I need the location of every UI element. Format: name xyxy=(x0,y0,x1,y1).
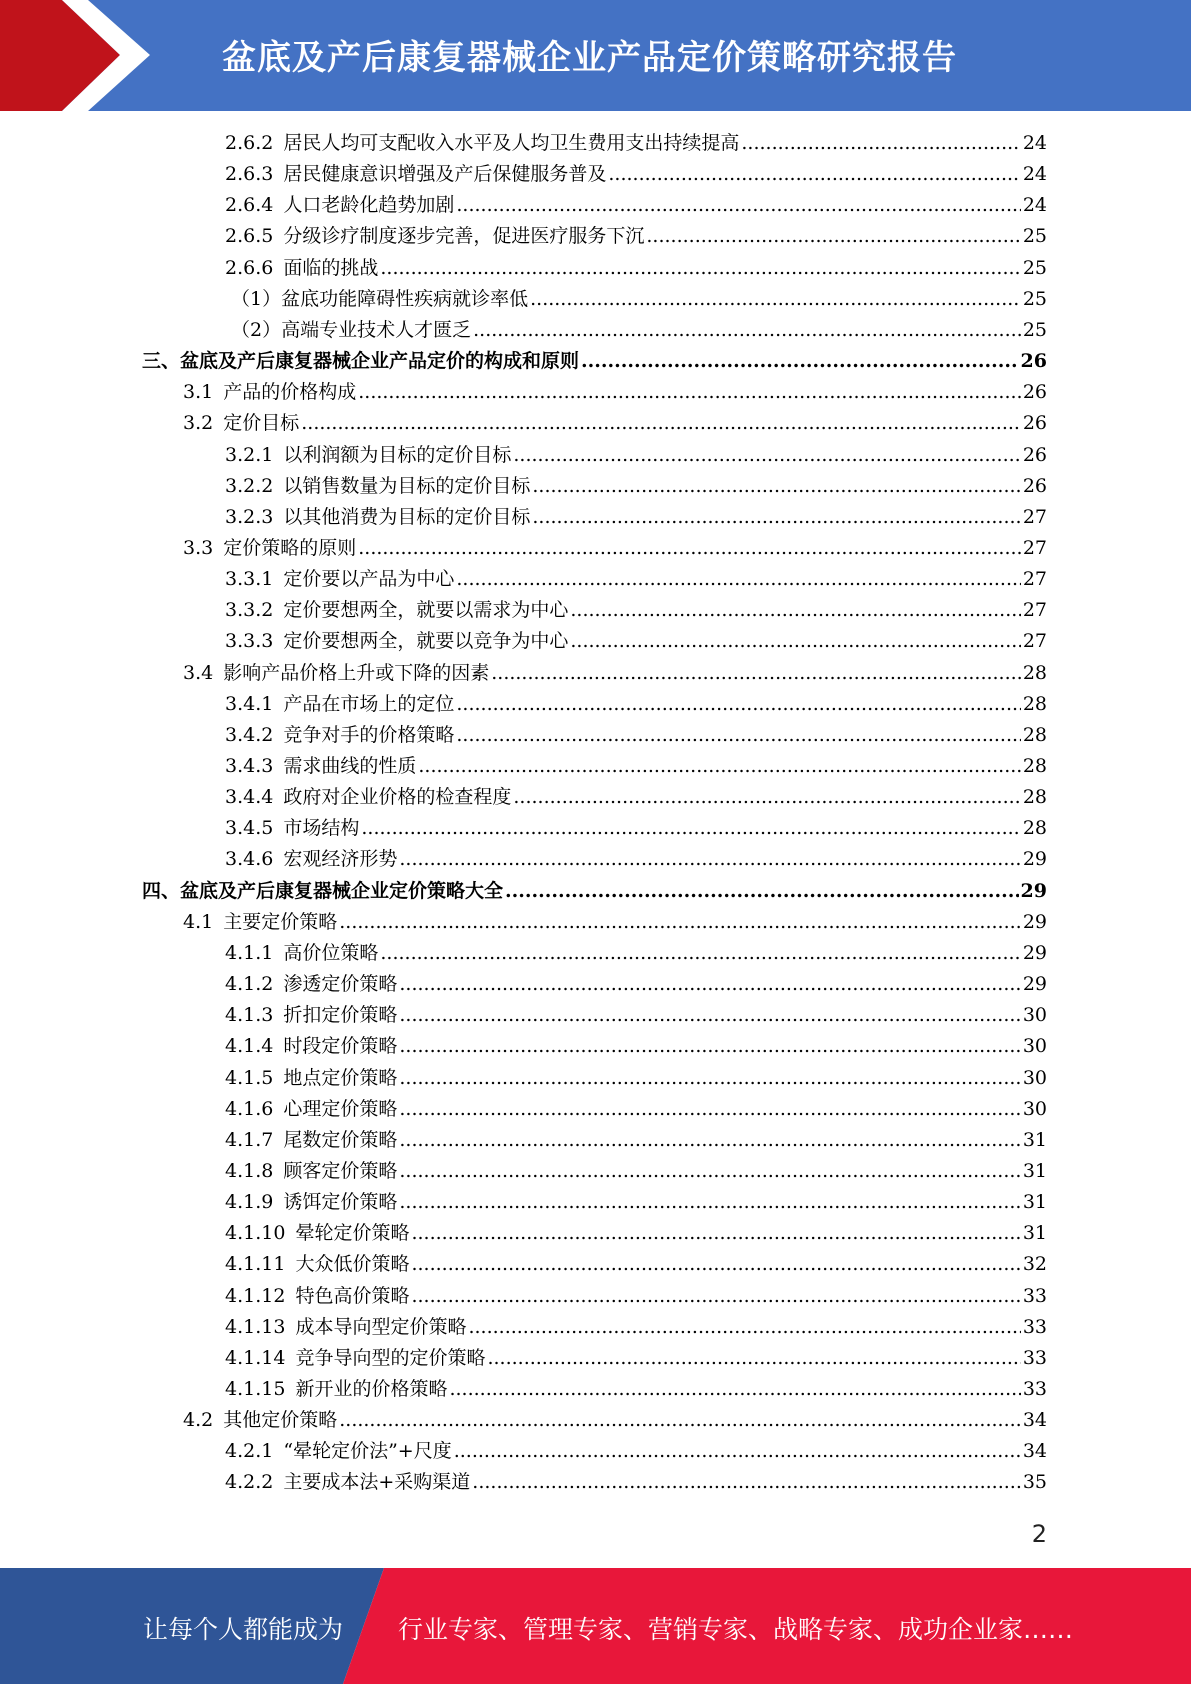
toc-entry[interactable] xyxy=(225,751,1047,782)
toc-dot-leader xyxy=(456,689,1020,720)
toc-entry-text: 晕轮定价策略 xyxy=(295,1222,410,1244)
toc-entry-label xyxy=(231,315,471,346)
toc-entry-text: 产品在市场上的定位 xyxy=(283,693,455,715)
toc-entry-page: 28 xyxy=(1022,662,1047,684)
toc-entry-page: 29 xyxy=(1022,848,1047,870)
toc-dot-leader xyxy=(473,315,1021,346)
toc-entry[interactable] xyxy=(225,1000,1047,1031)
toc-entry-page: 26 xyxy=(1020,350,1047,372)
toc-dot-leader xyxy=(399,1187,1020,1218)
toc-dot-leader xyxy=(418,751,1020,782)
toc-entry-label xyxy=(225,595,568,626)
toc-dot-leader xyxy=(399,1031,1020,1062)
toc-entry-text: 高端专业技术人才匮乏 xyxy=(281,319,472,341)
toc-entry[interactable] xyxy=(231,315,1047,346)
toc-entry-label xyxy=(183,1405,337,1436)
toc-entry-text: 心理定价策略 xyxy=(283,1098,398,1120)
toc-entry-number: 3.2.2 xyxy=(225,475,274,497)
toc-entry-label xyxy=(225,1374,447,1405)
toc-entry-text: 顾客定价策略 xyxy=(283,1160,398,1182)
toc-entry-text: 盆底及产后康复器械企业定价策略大全 xyxy=(180,880,504,902)
toc-entry-text: 新开业的价格策略 xyxy=(295,1378,448,1400)
toc-entry-label xyxy=(225,440,511,471)
toc-dot-leader xyxy=(532,471,1020,502)
toc-entry-number: 四、 xyxy=(142,880,181,902)
toc-entry-page: 27 xyxy=(1022,630,1047,652)
toc-entry-page: 31 xyxy=(1022,1191,1047,1213)
page-number: 2 xyxy=(1031,1520,1047,1548)
toc-dot-leader xyxy=(532,502,1020,533)
toc-entry-page: 33 xyxy=(1022,1285,1047,1307)
toc-entry[interactable] xyxy=(225,128,1047,159)
toc-dot-leader xyxy=(646,221,1020,252)
toc-entry-text: 定价策略的原则 xyxy=(223,537,357,559)
toc-entry-page: 29 xyxy=(1022,911,1047,933)
toc-entry-text: 竞争对手的价格策略 xyxy=(283,724,455,746)
toc-entry-page: 27 xyxy=(1022,568,1047,590)
toc-entry-page: 31 xyxy=(1022,1222,1047,1244)
toc-entry-text: 渗透定价策略 xyxy=(283,973,398,995)
toc-entry-text: 居民人均可支配收入水平及人均卫生费用支出持续提高 xyxy=(283,132,740,154)
toc-entry[interactable] xyxy=(225,564,1047,595)
toc-entry[interactable] xyxy=(225,1156,1047,1187)
toc-entry-number: 3.2 xyxy=(183,412,214,434)
toc-entry-label xyxy=(225,128,739,159)
toc-entry-number: 3.4.1 xyxy=(225,693,274,715)
toc-entry-text: 地点定价策略 xyxy=(283,1067,398,1089)
footer-slogan-right: 行业专家、管理专家、营销专家、战略专家、成功企业家…… xyxy=(398,1615,1074,1644)
footer-slogan-left: 让每个人都能成为 xyxy=(143,1615,344,1644)
toc-entry-label xyxy=(225,564,454,595)
toc-entry-number: 4.2 xyxy=(183,1409,214,1431)
toc-entry-number: 3.3.2 xyxy=(225,599,274,621)
toc-entry[interactable] xyxy=(225,221,1047,252)
toc-entry-page: 27 xyxy=(1022,537,1047,559)
toc-entry-number: 3.3.3 xyxy=(225,630,274,652)
toc-entry-page: 34 xyxy=(1022,1440,1047,1462)
toc-entry-page: 30 xyxy=(1022,1067,1047,1089)
toc-entry-label xyxy=(183,907,337,938)
toc-entry-label xyxy=(225,844,397,875)
toc-entry-label xyxy=(183,408,299,439)
toc-entry-label xyxy=(225,1063,397,1094)
toc-entry-text: 时段定价策略 xyxy=(283,1035,398,1057)
toc-entry-label xyxy=(225,1000,397,1031)
toc-dot-leader xyxy=(411,1249,1020,1280)
toc-entry[interactable] xyxy=(183,907,1047,938)
toc-entry-number: 4.1.11 xyxy=(225,1253,286,1275)
toc-entry-page: 28 xyxy=(1022,693,1047,715)
toc-entry-number: 4.1 xyxy=(183,911,214,933)
document-title: 盆底及产后康复器械企业产品定价策略研究报告 xyxy=(222,38,957,78)
toc-entry-number: 3.4.3 xyxy=(225,755,274,777)
toc-entry-label xyxy=(225,938,378,969)
toc-entry-number: 2.6.5 xyxy=(225,225,274,247)
toc-entry-number: 3.4.2 xyxy=(225,724,274,746)
toc-dot-leader xyxy=(456,720,1020,751)
toc-entry-number: 4.1.13 xyxy=(225,1316,286,1338)
header-chevron-decoration xyxy=(0,0,160,111)
toc-entry[interactable] xyxy=(225,938,1047,969)
toc-entry[interactable] xyxy=(225,253,1047,284)
toc-entry-text: 政府对企业价格的检查程度 xyxy=(283,786,512,808)
toc-entry-page: 24 xyxy=(1022,163,1047,185)
toc-entry-page: 26 xyxy=(1022,412,1047,434)
toc-entry-text: 以利润额为目标的定价目标 xyxy=(283,444,512,466)
toc-entry-page: 28 xyxy=(1022,817,1047,839)
toc-entry-page: 26 xyxy=(1022,381,1047,403)
toc-entry-text: 主要定价策略 xyxy=(223,911,338,933)
toc-entry-text: 产品的价格构成 xyxy=(223,381,357,403)
toc-entry[interactable] xyxy=(225,1125,1047,1156)
toc-entry-label xyxy=(183,377,356,408)
toc-entry-number: 4.2.2 xyxy=(225,1471,274,1493)
toc-entry[interactable] xyxy=(225,595,1047,626)
toc-entry-page: 24 xyxy=(1022,194,1047,216)
toc-entry-number: 3.4 xyxy=(183,662,214,684)
toc-entry-label xyxy=(225,1094,397,1125)
toc-dot-leader xyxy=(581,346,1019,377)
toc-entry-page: 26 xyxy=(1022,444,1047,466)
toc-entry-number: 4.1.8 xyxy=(225,1160,274,1182)
toc-entry[interactable] xyxy=(225,1063,1047,1094)
toc-entry-text: 影响产品价格上升或下降的因素 xyxy=(223,662,490,684)
toc-entry[interactable] xyxy=(225,471,1047,502)
toc-entry-label xyxy=(225,689,454,720)
toc-entry-number: 3.3.1 xyxy=(225,568,274,590)
toc-entry-page: 27 xyxy=(1022,506,1047,528)
toc-entry-text: 定价要想两全，就要以竞争为中心 xyxy=(283,630,569,652)
toc-dot-leader xyxy=(608,159,1020,190)
toc-entry-text: 定价要以产品为中心 xyxy=(283,568,455,590)
toc-entry[interactable] xyxy=(142,876,1047,907)
toc-dot-leader xyxy=(468,1312,1020,1343)
toc-entry-page: 30 xyxy=(1022,1035,1047,1057)
toc-entry-label xyxy=(225,159,606,190)
toc-entry[interactable] xyxy=(225,1094,1047,1125)
toc-entry-text: 大众低价策略 xyxy=(295,1253,410,1275)
toc-entry-number: 3.4.6 xyxy=(225,848,274,870)
toc-dot-leader xyxy=(361,813,1020,844)
toc-entry-page: 25 xyxy=(1022,288,1047,310)
toc-dot-leader xyxy=(456,190,1020,221)
toc-dot-leader xyxy=(570,626,1020,657)
toc-entry-number: 4.1.1 xyxy=(225,942,274,964)
toc-entry[interactable] xyxy=(225,626,1047,657)
page-header xyxy=(0,0,1191,111)
toc-entry[interactable] xyxy=(225,1187,1047,1218)
toc-entry-label xyxy=(225,471,530,502)
toc-entry-number: 4.1.3 xyxy=(225,1004,274,1026)
toc-entry-number: 3.4.4 xyxy=(225,786,274,808)
toc-dot-leader xyxy=(449,1374,1020,1405)
toc-dot-leader xyxy=(399,1156,1020,1187)
toc-dot-leader xyxy=(399,1063,1020,1094)
toc-entry-text: 需求曲线的性质 xyxy=(283,755,417,777)
toc-entry-label xyxy=(225,1125,397,1156)
toc-entry-label xyxy=(183,533,356,564)
toc-entry-page: 26 xyxy=(1022,475,1047,497)
toc-dot-leader xyxy=(358,533,1021,564)
toc-entry-page: 33 xyxy=(1022,1347,1047,1369)
toc-entry-number: 2.6.6 xyxy=(225,257,274,279)
toc-entry[interactable] xyxy=(225,813,1047,844)
toc-dot-leader xyxy=(491,658,1021,689)
toc-dot-leader xyxy=(472,1467,1021,1498)
toc-dot-leader xyxy=(530,284,1021,315)
toc-entry-label xyxy=(225,1187,397,1218)
toc-entry-label xyxy=(225,813,359,844)
toc-entry-label xyxy=(225,626,568,657)
toc-entry-text: 折扣定价策略 xyxy=(283,1004,398,1026)
toc-entry-text: “晕轮定价法”+尺度 xyxy=(283,1440,452,1462)
toc-entry-page: 28 xyxy=(1022,786,1047,808)
toc-entry-text: 盆底及产后康复器械企业产品定价的构成和原则 xyxy=(180,350,580,372)
toc-dot-leader xyxy=(487,1343,1020,1374)
toc-entry-text: 以其他消费为目标的定价目标 xyxy=(283,506,531,528)
toc-entry[interactable] xyxy=(225,1467,1047,1498)
toc-entry-label xyxy=(225,1218,409,1249)
toc-entry[interactable] xyxy=(183,658,1047,689)
toc-entry-page: 27 xyxy=(1022,599,1047,621)
toc-entry-text: 市场结构 xyxy=(283,817,360,839)
toc-entry-number: 3.1 xyxy=(183,381,214,403)
toc-entry-page: 34 xyxy=(1022,1409,1047,1431)
toc-entry-label xyxy=(142,346,579,377)
toc-entry-number: 2.6.4 xyxy=(225,194,274,216)
page-footer xyxy=(0,1568,1191,1684)
toc-entry-text: 宏观经济形势 xyxy=(283,848,398,870)
toc-entry-number: 三、 xyxy=(142,350,181,372)
toc-entry-page: 29 xyxy=(1022,973,1047,995)
toc-dot-leader xyxy=(399,969,1020,1000)
toc-dot-leader xyxy=(339,907,1021,938)
toc-entry-text: 定价目标 xyxy=(223,412,300,434)
toc-dot-leader xyxy=(513,440,1020,471)
toc-entry-label xyxy=(225,751,416,782)
toc-dot-leader xyxy=(505,876,1019,907)
toc-entry-text: 成本导向型定价策略 xyxy=(295,1316,467,1338)
toc-entry-label xyxy=(231,284,528,315)
toc-entry-number: 4.1.14 xyxy=(225,1347,286,1369)
toc-entry-text: 以销售数量为目标的定价目标 xyxy=(283,475,531,497)
toc-entry-page: 31 xyxy=(1022,1160,1047,1182)
toc-entry-number: 4.1.12 xyxy=(225,1285,286,1307)
toc-entry-text: 竞争导向型的定价策略 xyxy=(295,1347,486,1369)
toc-dot-leader xyxy=(380,253,1020,284)
toc-entry[interactable] xyxy=(225,1374,1047,1405)
toc-dot-leader xyxy=(399,1000,1020,1031)
toc-entry[interactable] xyxy=(225,844,1047,875)
toc-entry-page: 32 xyxy=(1022,1253,1047,1275)
toc-entry-label xyxy=(225,1156,397,1187)
toc-entry-page: 33 xyxy=(1022,1316,1047,1338)
toc-entry-number: 4.1.7 xyxy=(225,1129,274,1151)
toc-entry-page: 28 xyxy=(1022,755,1047,777)
toc-entry-text: 人口老龄化趋势加剧 xyxy=(283,194,455,216)
toc-entry[interactable] xyxy=(225,689,1047,720)
toc-entry-number: 2.6.2 xyxy=(225,132,274,154)
toc-entry-page: 29 xyxy=(1022,942,1047,964)
toc-entry-text: 特色高价策略 xyxy=(295,1285,410,1307)
toc-dot-leader xyxy=(301,408,1021,439)
toc-entry[interactable] xyxy=(142,346,1047,377)
toc-entry-page: 30 xyxy=(1022,1004,1047,1026)
toc-entry-label xyxy=(225,190,454,221)
toc-entry-page: 31 xyxy=(1022,1129,1047,1151)
toc-entry-label xyxy=(225,782,511,813)
toc-entry-text: 盆底功能障碍性疾病就诊率低 xyxy=(281,288,529,310)
toc-entry[interactable] xyxy=(183,377,1047,408)
toc-entry-page: 35 xyxy=(1022,1471,1047,1493)
toc-entry[interactable] xyxy=(231,284,1047,315)
toc-entry-number: 4.2.1 xyxy=(225,1440,274,1462)
toc-entry[interactable] xyxy=(183,1405,1047,1436)
toc-entry[interactable] xyxy=(225,720,1047,751)
toc-dot-leader xyxy=(741,128,1020,159)
toc-entry-text: 主要成本法+采购渠道 xyxy=(283,1471,471,1493)
toc-entry-label xyxy=(142,876,503,907)
toc-entry[interactable] xyxy=(225,502,1047,533)
toc-dot-leader xyxy=(570,595,1020,626)
toc-entry[interactable] xyxy=(225,190,1047,221)
toc-dot-leader xyxy=(339,1405,1021,1436)
toc-entry-text: 其他定价策略 xyxy=(223,1409,338,1431)
toc-entry-number: 3.4.5 xyxy=(225,817,274,839)
toc-entry[interactable] xyxy=(225,1281,1047,1312)
toc-entry-number: 3.3 xyxy=(183,537,214,559)
toc-entry-text: 定价要想两全，就要以需求为中心 xyxy=(283,599,569,621)
toc-entry-page: 25 xyxy=(1022,257,1047,279)
toc-entry-label xyxy=(225,720,454,751)
toc-entry[interactable] xyxy=(183,408,1047,439)
toc-entry-label xyxy=(225,1031,397,1062)
toc-entry-label xyxy=(225,1249,409,1280)
toc-dot-leader xyxy=(456,564,1020,595)
toc-entry[interactable] xyxy=(225,1343,1047,1374)
toc-entry[interactable] xyxy=(225,1031,1047,1062)
toc-entry[interactable] xyxy=(225,1249,1047,1280)
toc-entry-page: 24 xyxy=(1022,132,1047,154)
toc-dot-leader xyxy=(399,844,1020,875)
toc-entry-label xyxy=(225,969,397,1000)
toc-entry-label xyxy=(225,1312,466,1343)
toc-entry-number: 4.1.4 xyxy=(225,1035,274,1057)
toc-entry-page: 25 xyxy=(1022,225,1047,247)
toc-entry-label xyxy=(225,221,644,252)
toc-entry-page: 28 xyxy=(1022,724,1047,746)
toc-dot-leader xyxy=(358,377,1021,408)
toc-entry-number: 4.1.9 xyxy=(225,1191,274,1213)
toc-entry-page: 29 xyxy=(1020,880,1047,902)
toc-entry-number: 2.6.3 xyxy=(225,163,274,185)
toc-entry-text: 居民健康意识增强及产后保健服务普及 xyxy=(283,163,607,185)
toc-entry-label xyxy=(225,1281,409,1312)
toc-entry-label xyxy=(225,1467,470,1498)
toc-entry[interactable] xyxy=(183,533,1047,564)
toc-entry[interactable] xyxy=(225,440,1047,471)
toc-entry-text: 尾数定价策略 xyxy=(283,1129,398,1151)
toc-entry-number: 4.1.2 xyxy=(225,973,274,995)
toc-entry-label xyxy=(225,253,378,284)
toc-entry[interactable] xyxy=(225,159,1047,190)
toc-entry-number: 3.2.3 xyxy=(225,506,274,528)
toc-entry-number: （1） xyxy=(231,288,282,310)
toc-entry-page: 25 xyxy=(1022,319,1047,341)
toc-entry-page: 30 xyxy=(1022,1098,1047,1120)
toc-entry-number: 3.2.1 xyxy=(225,444,274,466)
toc-dot-leader xyxy=(380,938,1020,969)
toc-entry-text: 分级诊疗制度逐步完善，促进医疗服务下沉 xyxy=(283,225,645,247)
toc-entry[interactable] xyxy=(225,1312,1047,1343)
toc-entry-number: 4.1.10 xyxy=(225,1222,286,1244)
toc-entry-text: 高价位策略 xyxy=(283,942,379,964)
toc-entry[interactable] xyxy=(225,782,1047,813)
toc-entry-number: （2） xyxy=(231,319,282,341)
toc-entry-label xyxy=(225,502,530,533)
toc-entry[interactable] xyxy=(225,969,1047,1000)
toc-entry[interactable] xyxy=(225,1218,1047,1249)
toc-dot-leader xyxy=(454,1436,1021,1467)
toc-entry-label xyxy=(183,658,489,689)
toc-entry-page: 33 xyxy=(1022,1378,1047,1400)
toc-entry-number: 4.1.6 xyxy=(225,1098,274,1120)
toc-entry-label xyxy=(225,1436,452,1467)
toc-entry-text: 面临的挑战 xyxy=(283,257,379,279)
toc-dot-leader xyxy=(399,1094,1020,1125)
toc-dot-leader xyxy=(513,782,1020,813)
toc-entry-number: 4.1.15 xyxy=(225,1378,286,1400)
toc-entry-label xyxy=(225,1343,485,1374)
toc-dot-leader xyxy=(399,1125,1020,1156)
toc-entry-number: 4.1.5 xyxy=(225,1067,274,1089)
toc-dot-leader xyxy=(411,1281,1020,1312)
toc-entry[interactable] xyxy=(225,1436,1047,1467)
toc-entry-text: 诱饵定价策略 xyxy=(283,1191,398,1213)
toc-dot-leader xyxy=(411,1218,1020,1249)
